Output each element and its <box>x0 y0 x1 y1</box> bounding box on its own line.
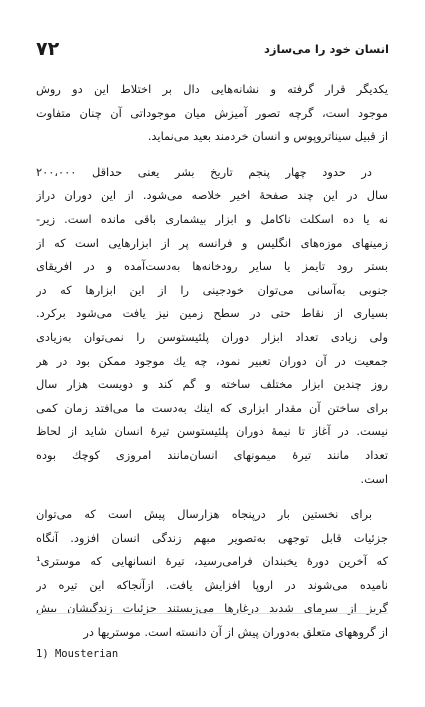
text-line: تعداد مانند تیرهٔ میمونهای انسان‌مانند امروزی کوچك بوده <box>36 447 388 462</box>
text-line: بسیاری از نقاط حتی در سطح زمین نیز یافت می‌شود برکرد. <box>36 306 388 321</box>
footnote-divider <box>36 613 388 614</box>
text-line: جزئیات قابل توجهی به‌تصویر مبهم زندگی انسان افزود. آنگاه <box>36 530 388 545</box>
text-line: یکدیگر قرار گرفته و نشانه‌هایی دال بر اختلاط این دو روش <box>36 82 388 96</box>
paragraph-gap <box>36 149 388 161</box>
paragraph <box>36 503 388 645</box>
text-line: سال در این چند صفحهٔ اخیر خلاصه می‌شود. از این دوران دراز <box>36 188 388 203</box>
text-line: است. <box>360 471 388 486</box>
text-line: جنوبی به‌آسانی می‌توان خودجینی را از این ابزارها که در <box>36 282 388 297</box>
running-title: انسان خود را می‌سازد <box>264 42 389 56</box>
text-line: برای نخستین بار درپنجاه هزارسال پیش است که می‌توان <box>36 507 372 522</box>
text-line: از گروههای متعلق به‌دوران پیش از آن دانسته است. موستریها در <box>83 625 388 640</box>
paragraph <box>36 161 388 491</box>
text-line: در حدود چهار پنجم تاریخ بشر یعنی حداقل ۲۰۰،۰۰۰ <box>36 164 372 179</box>
text-line: نه یا ده اسکلت ناکامل و ابزار بیشماری باقی مانده است. زیر- <box>36 211 388 226</box>
text-line: گریز از سرمای شدید درغارها می‌زیستند جزئیات زندگیشان بیش <box>36 601 388 616</box>
body-text <box>36 78 388 645</box>
text-line: زمینهای موزه‌های انگلیس و فرانسه پر از ابزارهایی است که از <box>36 235 388 250</box>
text-line: نامیده می‌شوند در اروپا افزایش یافت. ازآنجاکه این تیره در <box>36 577 388 592</box>
text-line: که آخرین دورهٔ یخبندان فرامی‌رسید، تیرهٔ انسانهایی که موستری¹ <box>36 554 388 569</box>
paragraph-gap <box>36 491 388 503</box>
text-line: موجود است، گرچه تصور آمیزش میان موجوداتی آن چنان متفاوت <box>36 105 388 120</box>
paragraph <box>36 78 388 149</box>
text-line: روز چندین ابزار مختلف ساخته و گم کند و دویست هزار سال <box>36 377 388 392</box>
text-line: بستر رود تایمز یا سایر رودخانه‌ها به‌دست‌آمده و در افریقای <box>36 259 388 274</box>
text-line: ولی زیادی تعداد ابزار دوران پلئیستوسن را نمی‌توان به‌زیادی <box>36 329 388 344</box>
text-line: نیست. در آغاز تا نیمهٔ دوران پلئیستوسن تیرهٔ انسان شاید از لحاظ <box>36 424 388 439</box>
footnote: 1) Mousterian <box>36 648 119 660</box>
text-line: برای ساختن آن مقدار ابزاری که اینك به‌دست ما می‌افتد زمان کمی <box>36 400 388 415</box>
text-line: از قبیل سیناتروپوس و انسان خردمند بعید می‌نماید. <box>147 129 388 144</box>
page-header <box>36 38 389 62</box>
page-number: ۷۲ <box>36 38 60 60</box>
text-line: جمعیت در آن دوران تعبیر نمود، چه یك موجود ممکن بود در هر <box>36 353 388 368</box>
